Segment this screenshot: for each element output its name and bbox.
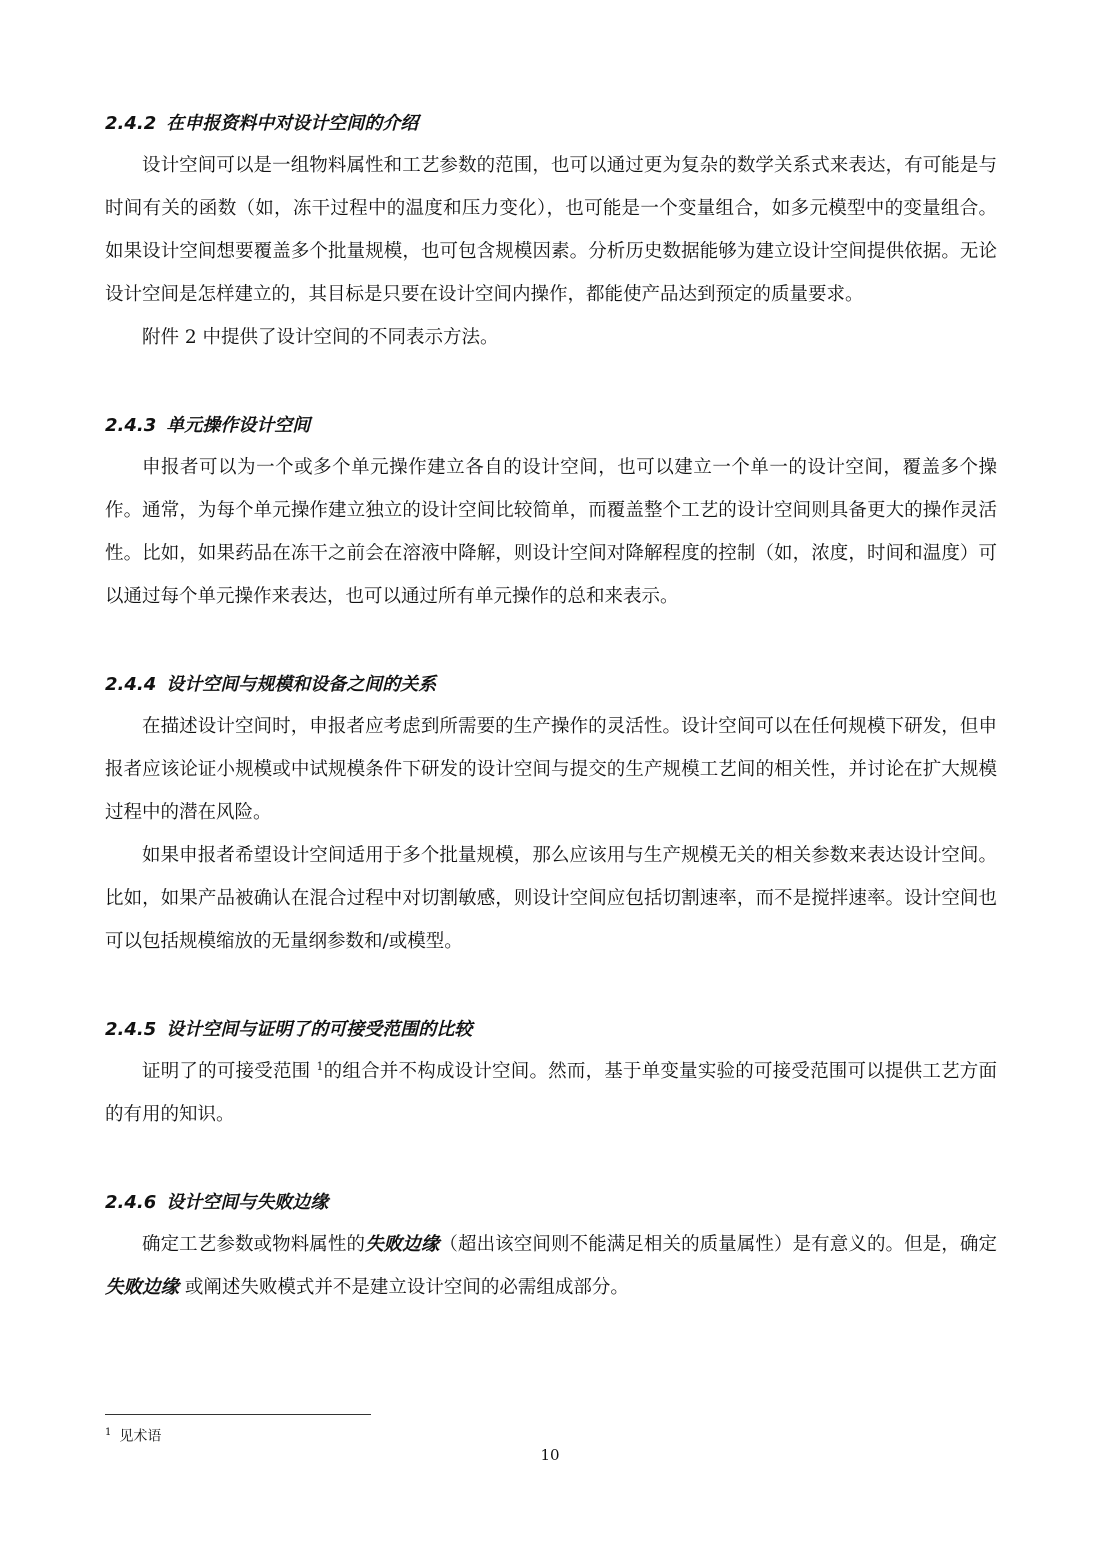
section-2-4-2 [105,104,997,359]
section-number: 2.4.4 [105,674,157,695]
footnote-text: 见术语 [119,1428,162,1445]
section-2-4-5 [105,1010,997,1136]
section-title: 设计空间与证明了的可接受范围的比较 [166,1019,473,1040]
section-heading [105,1183,997,1223]
section-title: 单元操作设计空间 [166,415,311,436]
emphasis-term: 失败边缘 [365,1234,440,1255]
emphasis-term: 失败边缘 [105,1277,180,1298]
paragraph: 附件 2 中提供了设计空间的不同表示方法。 [142,327,499,348]
paragraph-text: 确定工艺参数或物料属性的 [142,1234,366,1255]
paragraph-text: 证明了的可接受范围 [142,1061,317,1082]
section-2-4-3 [105,406,997,618]
page-number: 10 [540,1446,560,1464]
section-2-4-6 [105,1183,997,1309]
section-number: 2.4.6 [105,1192,157,1213]
paragraph [105,1050,997,1136]
paragraph-text: 的组合并不构成设计空间。然而，基于单变量实验的可接受范围可以提供工艺方面的有用的知识。 [105,1061,997,1125]
paragraph: 设计空间可以是一组物料属性和工艺参数的范围，也可以通过更为复杂的数学关系式来表达，有可能是与时间有关的函数（如，冻干过程中的温度和压力变化），也可能是一个变量组合，如多元模型中的变量组合。如果设计空间想要覆盖多个批量规模，也可包含规模因素。分析历史数据能够为建立设计空间提供依据。无论设计空间是怎样建立的，其目标是只要在设计空间内操作，都能使产品达到预定的质量要求。 [105,155,997,305]
section-2-4-4 [105,665,997,963]
footnote-reference[interactable]: 1 [316,1059,324,1073]
footnote-divider [105,1414,371,1415]
section-number: 2.4.2 [105,113,157,134]
section-title: 设计空间与规模和设备之间的关系 [166,674,437,695]
section-title: 设计空间与失败边缘 [166,1192,329,1213]
section-heading [105,1010,997,1050]
section-heading [105,104,997,144]
section-number: 2.4.5 [105,1019,157,1040]
section-heading [105,665,997,705]
paragraph-text: （超出该空间则不能满足相关的质量属性）是有意义的。但是，确定 [439,1234,997,1255]
paragraph: 申报者可以为一个或多个单元操作建立各自的设计空间，也可以建立一个单一的设计空间，覆盖多个操作。通常，为每个单元操作建立独立的设计空间比较简单，而覆盖整个工艺的设计空间则具备更大的操作灵活性。比如，如果药品在冻干之前会在溶液中降解，则设计空间对降解程度的控制（如，浓度，时间和温度）可以通过每个单元操作来表达，也可以通过所有单元操作的总和来表示。 [105,457,997,607]
footnote-mark: 1 [105,1427,112,1438]
paragraph: 如果申报者希望设计空间适用于多个批量规模，那么应该用与生产规模无关的相关参数来表达设计空间。比如，如果产品被确认在混合过程中对切割敏感，则设计空间应包括切割速率，而不是搅拌速率。设计空间也可以包括规模缩放的无量纲参数和/或模型。 [105,845,997,952]
section-number: 2.4.3 [105,415,157,436]
section-heading [105,406,997,446]
document-page [105,104,997,1309]
paragraph: 在描述设计空间时，申报者应考虑到所需要的生产操作的灵活性。设计空间可以在任何规模下研发，但申报者应该论证小规模或中试规模条件下研发的设计空间与提交的生产规模工艺间的相关性，并讨论在扩大规模过程中的潜在风险。 [105,716,997,823]
paragraph [105,1223,997,1309]
paragraph-text: 或阐述失败模式并不是建立设计空间的必需组成部分。 [179,1277,629,1298]
section-title: 在申报资料中对设计空间的介绍 [166,113,419,134]
